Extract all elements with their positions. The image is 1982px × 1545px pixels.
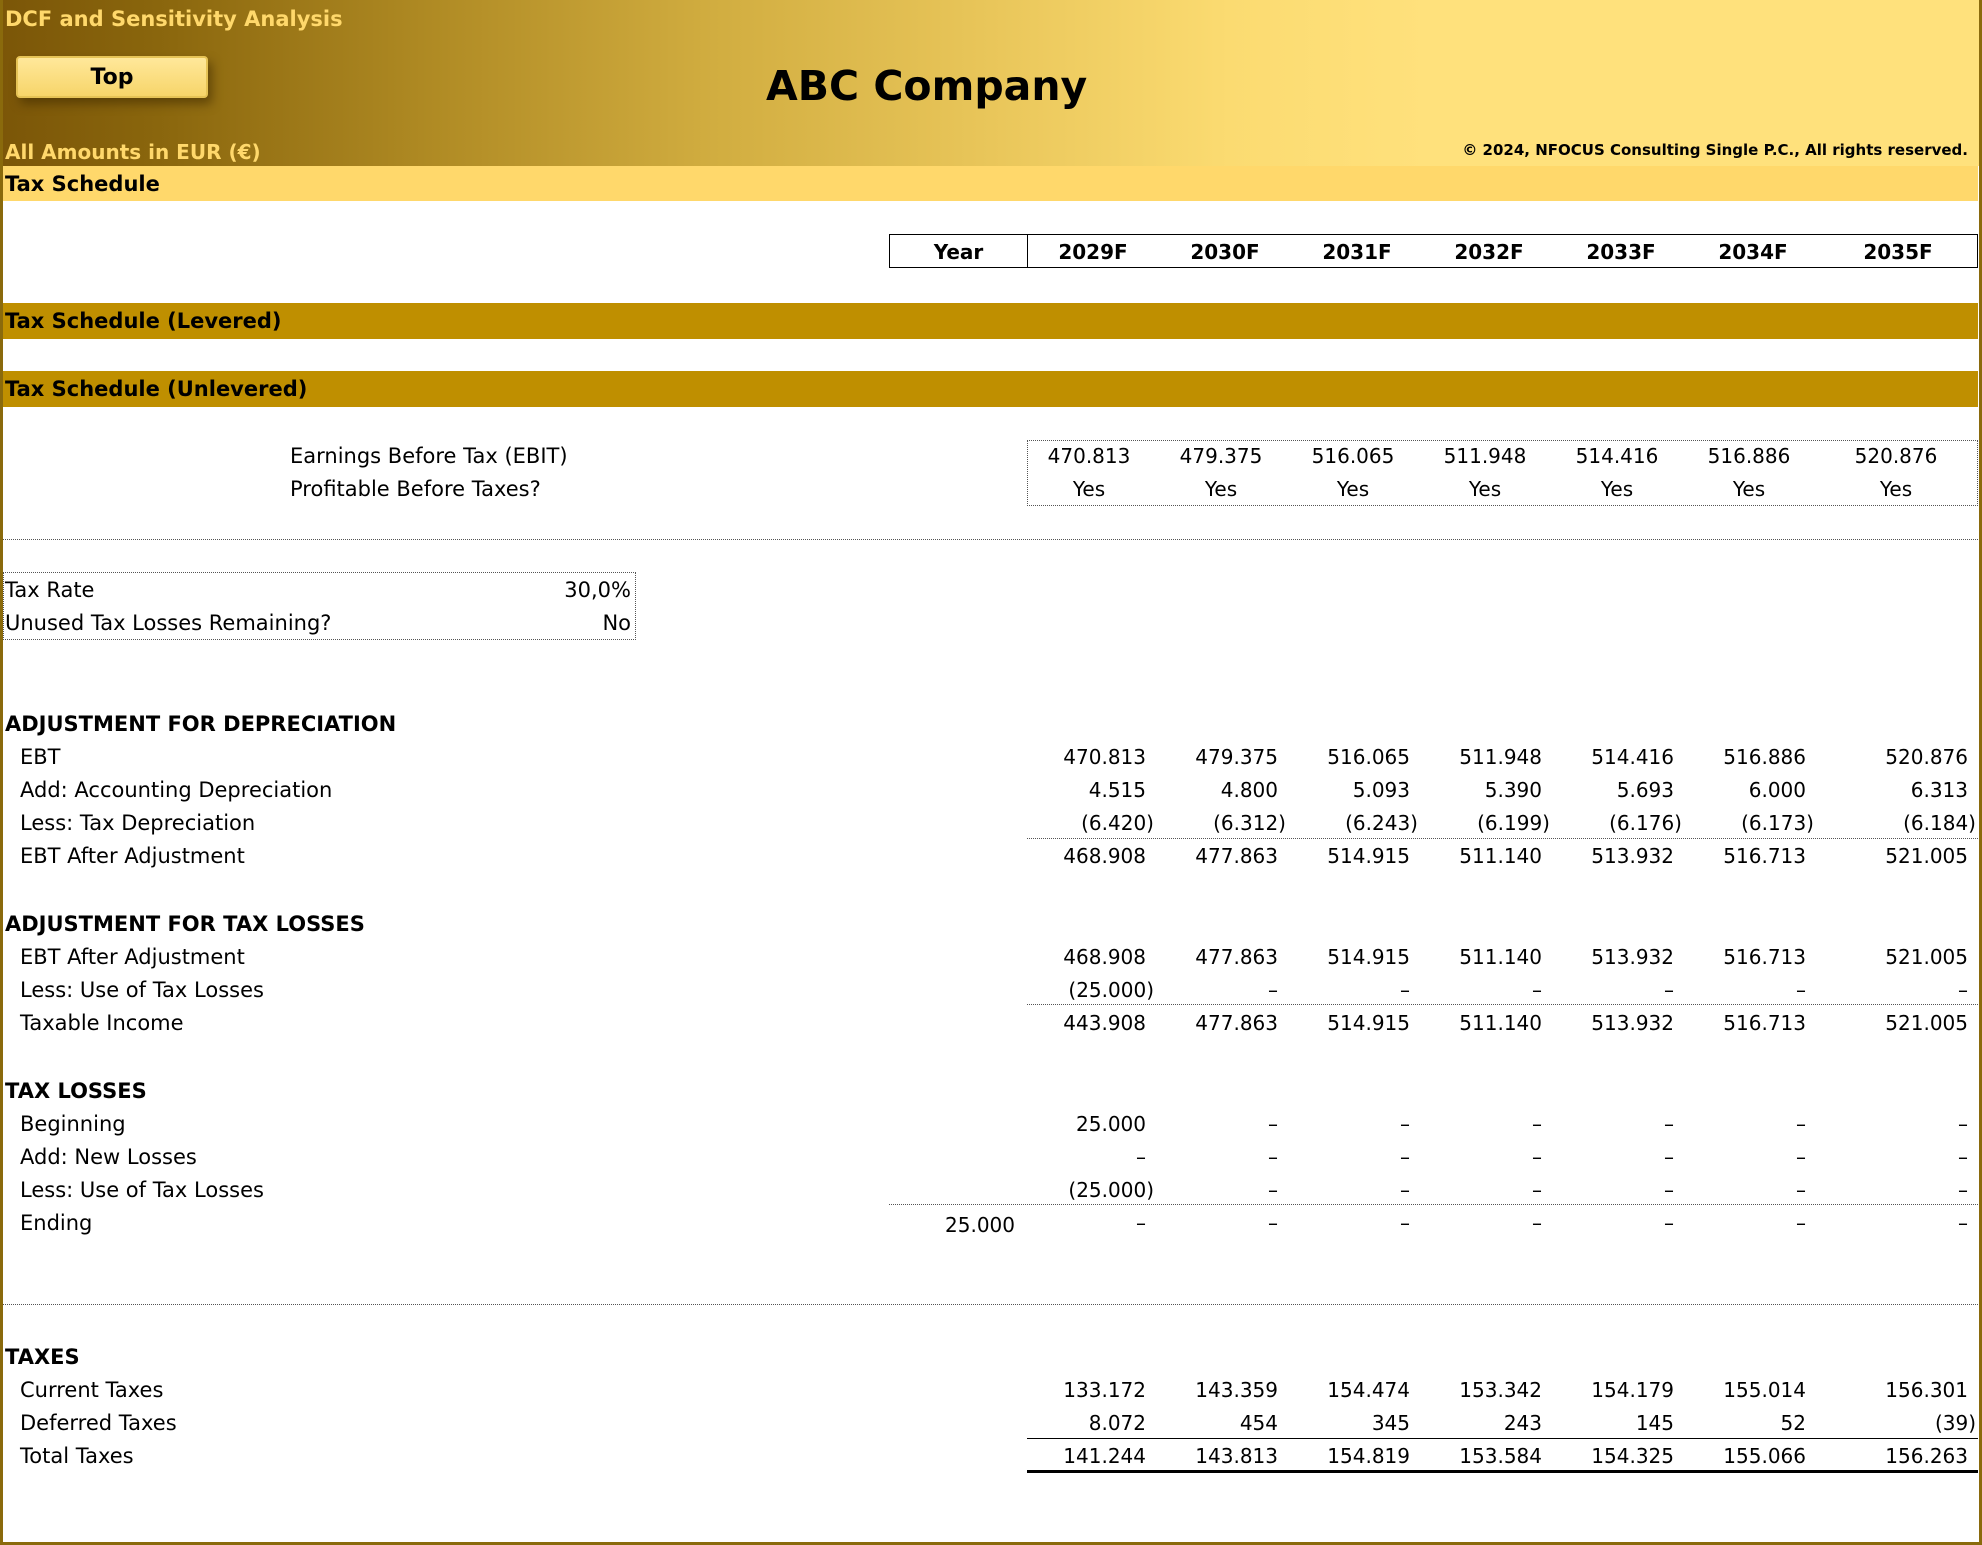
row-label: Less: Use of Tax Losses (20, 978, 264, 1002)
ebit-value: 479.375 (1179, 444, 1263, 468)
dep-subtotal-line (1027, 838, 1978, 839)
unused-losses-value: No (602, 611, 631, 635)
row-value: 514.915 (1327, 945, 1410, 969)
ebit-value: 516.886 (1707, 444, 1791, 468)
row-value: 155.014 (1723, 1378, 1806, 1402)
profitable-value: Yes (1732, 477, 1766, 501)
row-value: 25.000 (1076, 1112, 1146, 1136)
section-divider (3, 539, 1978, 540)
depreciation-title: ADJUSTMENT FOR DEPRECIATION (5, 712, 397, 736)
top-button[interactable]: Top (16, 56, 208, 98)
row-label: Total Taxes (20, 1444, 134, 1468)
row-value: 516.886 (1723, 745, 1806, 769)
ebit-value: 520.876 (1854, 444, 1938, 468)
row-label: Add: New Losses (20, 1145, 197, 1169)
row-value: – (1796, 1145, 1806, 1169)
row-value: – (1958, 1178, 1968, 1202)
row-value: 5.390 (1484, 778, 1542, 802)
row-value: – (1400, 1145, 1410, 1169)
profitable-value: Yes (1204, 477, 1238, 501)
row-value: 514.915 (1327, 1011, 1410, 1035)
row-value: – (1268, 1145, 1278, 1169)
row-value: 516.065 (1327, 745, 1410, 769)
row-value: 468.908 (1063, 844, 1146, 868)
row-value: – (1532, 1145, 1542, 1169)
row-value: – (1268, 1211, 1278, 1235)
row-value: – (1268, 1178, 1278, 1202)
row-value: (6.199) (1477, 811, 1550, 835)
row-value: – (1400, 1178, 1410, 1202)
row-value: 468.908 (1063, 945, 1146, 969)
row-label: Less: Use of Tax Losses (20, 1178, 264, 1202)
levered-title: Tax Schedule (Levered) (5, 309, 282, 333)
row-value: 4.800 (1220, 778, 1278, 802)
row-value: 153.584 (1459, 1444, 1542, 1468)
row-value: 154.819 (1327, 1444, 1410, 1468)
row-value: (6.243) (1345, 811, 1418, 835)
row-value: 133.172 (1063, 1378, 1146, 1402)
unused-losses-label: Unused Tax Losses Remaining? (5, 611, 332, 635)
row-label: Deferred Taxes (20, 1411, 177, 1435)
row-label: Less: Tax Depreciation (20, 811, 256, 835)
copyright-note: © 2024, NFOCUS Consulting Single P.C., All rights reserved. (1462, 141, 1968, 159)
row-value: – (1268, 978, 1278, 1002)
row-value: 513.932 (1591, 844, 1674, 868)
tl-subtotal-line (889, 1204, 1978, 1205)
ebit-value: 514.416 (1575, 444, 1659, 468)
row-value: 454 (1239, 1411, 1278, 1435)
row-value: 521.005 (1885, 1011, 1968, 1035)
row-label: EBT After Adjustment (20, 844, 245, 868)
tax-schedule-band (0, 166, 1978, 201)
profitable-value: Yes (1600, 477, 1634, 501)
row-value: 479.375 (1195, 745, 1278, 769)
row-value: (6.176) (1609, 811, 1682, 835)
row-value: 155.066 (1723, 1444, 1806, 1468)
row-value: – (1796, 1178, 1806, 1202)
row-value: (25.000) (1068, 1178, 1154, 1202)
row-value: 514.416 (1591, 745, 1674, 769)
row-value: 443.908 (1063, 1011, 1146, 1035)
row-value: 145 (1635, 1411, 1674, 1435)
row-value: 477.863 (1195, 945, 1278, 969)
currency-note: All Amounts in EUR (€) (5, 140, 261, 164)
year-header-cell: 2031F (1322, 240, 1392, 264)
row-value: 516.713 (1723, 945, 1806, 969)
row-value: – (1958, 978, 1968, 1002)
tax-rate-label: Tax Rate (5, 578, 95, 602)
row-label: EBT After Adjustment (20, 945, 245, 969)
row-label: Add: Accounting Depreciation (20, 778, 333, 802)
profitable-value: Yes (1072, 477, 1106, 501)
row-value: 470.813 (1063, 745, 1146, 769)
row-value: 513.932 (1591, 945, 1674, 969)
row-value: – (1532, 978, 1542, 1002)
row-value: 511.948 (1459, 745, 1542, 769)
row-value: 141.244 (1063, 1444, 1146, 1468)
row-value: 516.713 (1723, 844, 1806, 868)
row-value: 511.140 (1459, 1011, 1542, 1035)
row-value: 52 (1780, 1411, 1806, 1435)
year-header-cell: 2034F (1718, 240, 1788, 264)
row-label: Beginning (20, 1112, 126, 1136)
row-value: – (1796, 978, 1806, 1002)
row-value: – (1268, 1112, 1278, 1136)
row-value: 6.000 (1748, 778, 1806, 802)
row-value: – (1136, 1145, 1146, 1169)
row-value: 345 (1371, 1411, 1410, 1435)
row-value: – (1796, 1211, 1806, 1235)
row-value: 477.863 (1195, 844, 1278, 868)
row-value: 520.876 (1885, 745, 1968, 769)
row-value: 154.179 (1591, 1378, 1674, 1402)
row-value: 5.693 (1616, 778, 1674, 802)
row-value: 511.140 (1459, 844, 1542, 868)
year-header-cell: 2032F (1454, 240, 1524, 264)
year-header-cell: 2030F (1190, 240, 1260, 264)
tla-subtotal-line (1027, 1004, 1978, 1005)
row-value: (6.312) (1213, 811, 1286, 835)
year-label: Year (933, 240, 984, 264)
row-label: Current Taxes (20, 1378, 164, 1402)
row-value: 154.325 (1591, 1444, 1674, 1468)
row-value: 477.863 (1195, 1011, 1278, 1035)
row-value: – (1532, 1211, 1542, 1235)
row-value: 516.713 (1723, 1011, 1806, 1035)
ebit-value: 511.948 (1443, 444, 1527, 468)
row-value: (25.000) (1068, 978, 1154, 1002)
year-header-cell: 2029F (1058, 240, 1128, 264)
row-value: 8.072 (1088, 1411, 1146, 1435)
row-value: 156.263 (1885, 1444, 1968, 1468)
row-value: 513.932 (1591, 1011, 1674, 1035)
company-name: ABC Company (766, 62, 1088, 110)
profitable-value: Yes (1879, 477, 1913, 501)
row-value: – (1136, 1211, 1146, 1235)
ebit-value: 516.065 (1311, 444, 1395, 468)
section-divider-2 (3, 1304, 1978, 1305)
row-label: Taxable Income (20, 1011, 184, 1035)
row-value: (6.173) (1741, 811, 1814, 835)
taxes-subtotal-line (1027, 1438, 1978, 1439)
row-value: 514.915 (1327, 844, 1410, 868)
year-header-cell: 2033F (1586, 240, 1656, 264)
taxes-total-underline (1027, 1470, 1978, 1473)
unlevered-title: Tax Schedule (Unlevered) (5, 377, 308, 401)
row-value: 143.813 (1195, 1444, 1278, 1468)
row-value: – (1400, 1211, 1410, 1235)
row-value: – (1664, 978, 1674, 1002)
row-value: 5.093 (1352, 778, 1410, 802)
row-value: 143.359 (1195, 1378, 1278, 1402)
row-value: – (1532, 1112, 1542, 1136)
row-value: (6.184) (1903, 811, 1976, 835)
row-value: – (1400, 1112, 1410, 1136)
row-value: – (1958, 1145, 1968, 1169)
profitable-label: Profitable Before Taxes? (290, 477, 541, 501)
row-value: – (1796, 1112, 1806, 1136)
row-label: Ending (20, 1211, 93, 1235)
row-value: – (1532, 1178, 1542, 1202)
row-value: – (1958, 1112, 1968, 1136)
row-value: 4.515 (1088, 778, 1146, 802)
row-value: 511.140 (1459, 945, 1542, 969)
ebit-value: 470.813 (1047, 444, 1131, 468)
app-title: DCF and Sensitivity Analysis (5, 7, 343, 31)
row-value: (6.420) (1081, 811, 1154, 835)
profitable-value: Yes (1336, 477, 1370, 501)
row-value: 521.005 (1885, 945, 1968, 969)
tax-losses-adj-title: ADJUSTMENT FOR TAX LOSSES (5, 912, 365, 936)
row-value: – (1664, 1178, 1674, 1202)
levered-band (0, 303, 1978, 339)
taxes-title: TAXES (5, 1345, 80, 1369)
year-header-cell: 2035F (1863, 240, 1933, 264)
tax-rate-input[interactable]: 30,0% (564, 578, 631, 602)
row-value: 243 (1503, 1411, 1542, 1435)
row-value: – (1400, 978, 1410, 1002)
row-label: EBT (20, 745, 61, 769)
tax-losses-title: TAX LOSSES (5, 1079, 147, 1103)
row-value: – (1664, 1211, 1674, 1235)
row-value: – (1958, 1211, 1968, 1235)
row-value: – (1664, 1145, 1674, 1169)
row-value: 156.301 (1885, 1378, 1968, 1402)
row-value: 6.313 (1910, 778, 1968, 802)
profitable-value: Yes (1468, 477, 1502, 501)
row-value: 153.342 (1459, 1378, 1542, 1402)
ending-opening-value: 25.000 (945, 1213, 1015, 1237)
ebit-label: Earnings Before Tax (EBIT) (290, 444, 568, 468)
row-value: (39) (1934, 1411, 1976, 1435)
tax-schedule-title: Tax Schedule (5, 172, 160, 196)
row-value: 154.474 (1327, 1378, 1410, 1402)
row-value: – (1664, 1112, 1674, 1136)
row-value: 521.005 (1885, 844, 1968, 868)
